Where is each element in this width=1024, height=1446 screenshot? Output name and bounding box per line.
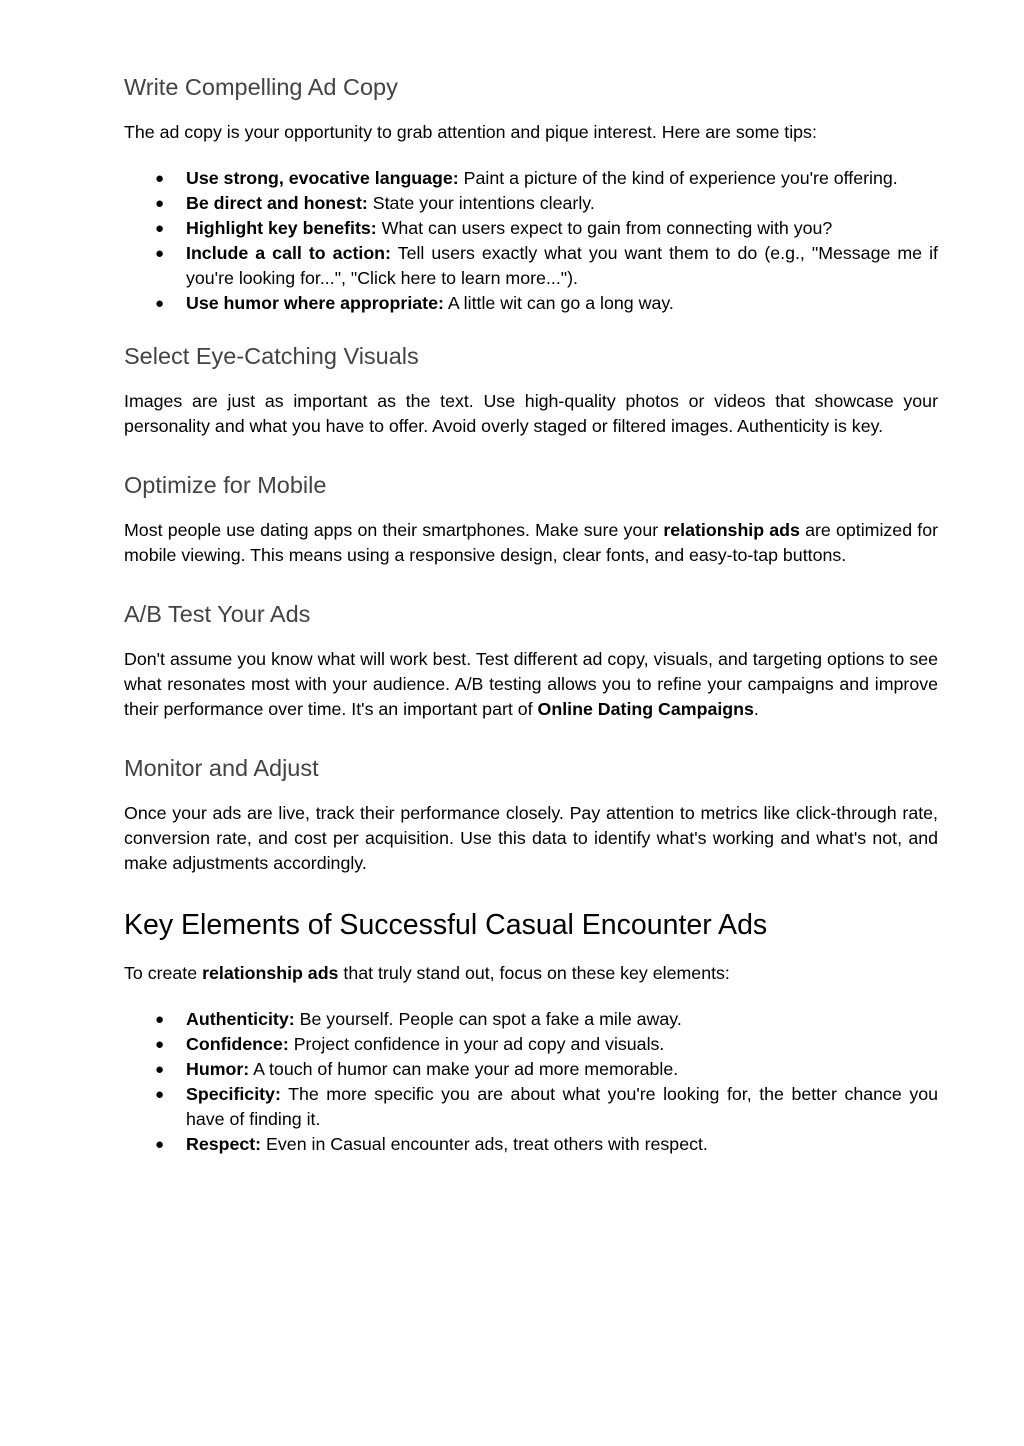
tip-label: Use humor where appropriate: xyxy=(186,293,444,313)
monitor-body: Once your ads are live, track their performance closely. Pay attention to metrics like click-through rate, conversion rate, and cost per acquisition. Use this data to identify what's working and what's not, and make adjustments accordingly. xyxy=(124,803,938,873)
list-item xyxy=(124,1132,938,1157)
list-item xyxy=(124,1082,938,1132)
tip-text: A little wit can go a long way. xyxy=(443,293,674,313)
bullet-icon: ● xyxy=(155,1136,165,1153)
visuals-body: Images are just as important as the text. Use high-quality photos or videos that showcase your personality and what you have to offer. Avoid overly staged or filtered images. Authenticity is key. xyxy=(124,391,938,436)
list-item xyxy=(124,1057,938,1082)
tip-label: Use strong, evocative language: xyxy=(186,168,459,188)
mobile-body xyxy=(124,518,938,568)
list-item xyxy=(124,291,938,316)
tip-label: Be direct and honest: xyxy=(186,193,368,213)
tip-label: Include a call to action: xyxy=(186,243,391,263)
tip-label: Highlight key benefits: xyxy=(186,218,377,238)
ad-copy-tips-list xyxy=(124,166,938,316)
element-label: Authenticity: xyxy=(186,1009,295,1029)
element-text: The more specific you are about what you're looking for, the better chance you have of finding it. xyxy=(186,1084,938,1129)
key-intro-text: To create xyxy=(124,963,203,983)
element-label: Humor: xyxy=(186,1059,250,1079)
list-item xyxy=(124,166,938,191)
element-text: A touch of humor can make your ad more memorable. xyxy=(249,1059,679,1079)
mobile-body-bold: relationship ads xyxy=(663,520,800,540)
mobile-body-text: are optimized for mobile viewing. This means using a responsive design, clear fonts, and easy-to-tap buttons. xyxy=(124,520,939,565)
bullet-icon: ● xyxy=(155,170,165,187)
list-item xyxy=(124,241,938,291)
tip-text: Tell users exactly what you want them to do (e.g., "Message me if you're looking for...", "Click here to learn more..."). xyxy=(186,243,938,288)
list-item xyxy=(124,191,938,216)
key-intro-text: that truly stand out, focus on these key elements: xyxy=(338,963,730,983)
ad-copy-intro: The ad copy is your opportunity to grab attention and pique interest. Here are some tips: xyxy=(124,122,817,142)
bullet-icon: ● xyxy=(155,1011,165,1028)
list-item xyxy=(124,1032,938,1057)
element-text: Even in Casual encounter ads, treat others with respect. xyxy=(261,1134,708,1154)
tip-text: Paint a picture of the kind of experience you're offering. xyxy=(458,168,898,188)
bullet-icon: ● xyxy=(155,1086,165,1103)
key-intro-bold: relationship ads xyxy=(202,963,339,983)
bullet-icon: ● xyxy=(155,295,165,312)
element-text: Be yourself. People can spot a fake a mile away. xyxy=(294,1009,682,1029)
list-item xyxy=(124,1007,938,1032)
mobile-body-text: Most people use dating apps on their smartphones. Make sure your xyxy=(124,520,664,540)
element-label: Specificity: xyxy=(186,1084,281,1104)
section-heading-ad-copy: Write Compelling Ad Copy xyxy=(124,74,398,100)
bullet-icon: ● xyxy=(155,1036,165,1053)
element-label: Respect: xyxy=(186,1134,262,1154)
ab-test-body-bold: Online Dating Campaigns xyxy=(537,699,754,719)
bullet-icon: ● xyxy=(155,245,165,262)
ab-test-body-text: . xyxy=(753,699,759,719)
tip-text: State your intentions clearly. xyxy=(367,193,595,213)
ab-test-body-text: Don't assume you know what will work best. Test different ad copy, visuals, and targeting options to see what resonates most with your audience. A/B testing allows you to refine your campaigns and improve their performance over time. It's an important part of xyxy=(124,649,938,719)
ab-test-body xyxy=(124,647,938,722)
tip-text: What can users expect to gain from connecting with you? xyxy=(376,218,833,238)
key-elements-list xyxy=(124,1007,938,1157)
section-heading-mobile: Optimize for Mobile xyxy=(124,472,327,498)
bullet-icon: ● xyxy=(155,220,165,237)
bullet-icon: ● xyxy=(155,195,165,212)
element-label: Confidence: xyxy=(186,1034,289,1054)
section-heading-monitor: Monitor and Adjust xyxy=(124,755,319,781)
section-heading-key-elements: Key Elements of Successful Casual Encounter Ads xyxy=(124,909,768,941)
element-text: Project confidence in your ad copy and visuals. xyxy=(288,1034,665,1054)
section-heading-visuals: Select Eye-Catching Visuals xyxy=(124,343,419,369)
bullet-icon: ● xyxy=(155,1061,165,1078)
section-heading-ab-test: A/B Test Your Ads xyxy=(124,601,311,627)
key-elements-intro xyxy=(124,961,938,986)
list-item xyxy=(124,216,938,241)
